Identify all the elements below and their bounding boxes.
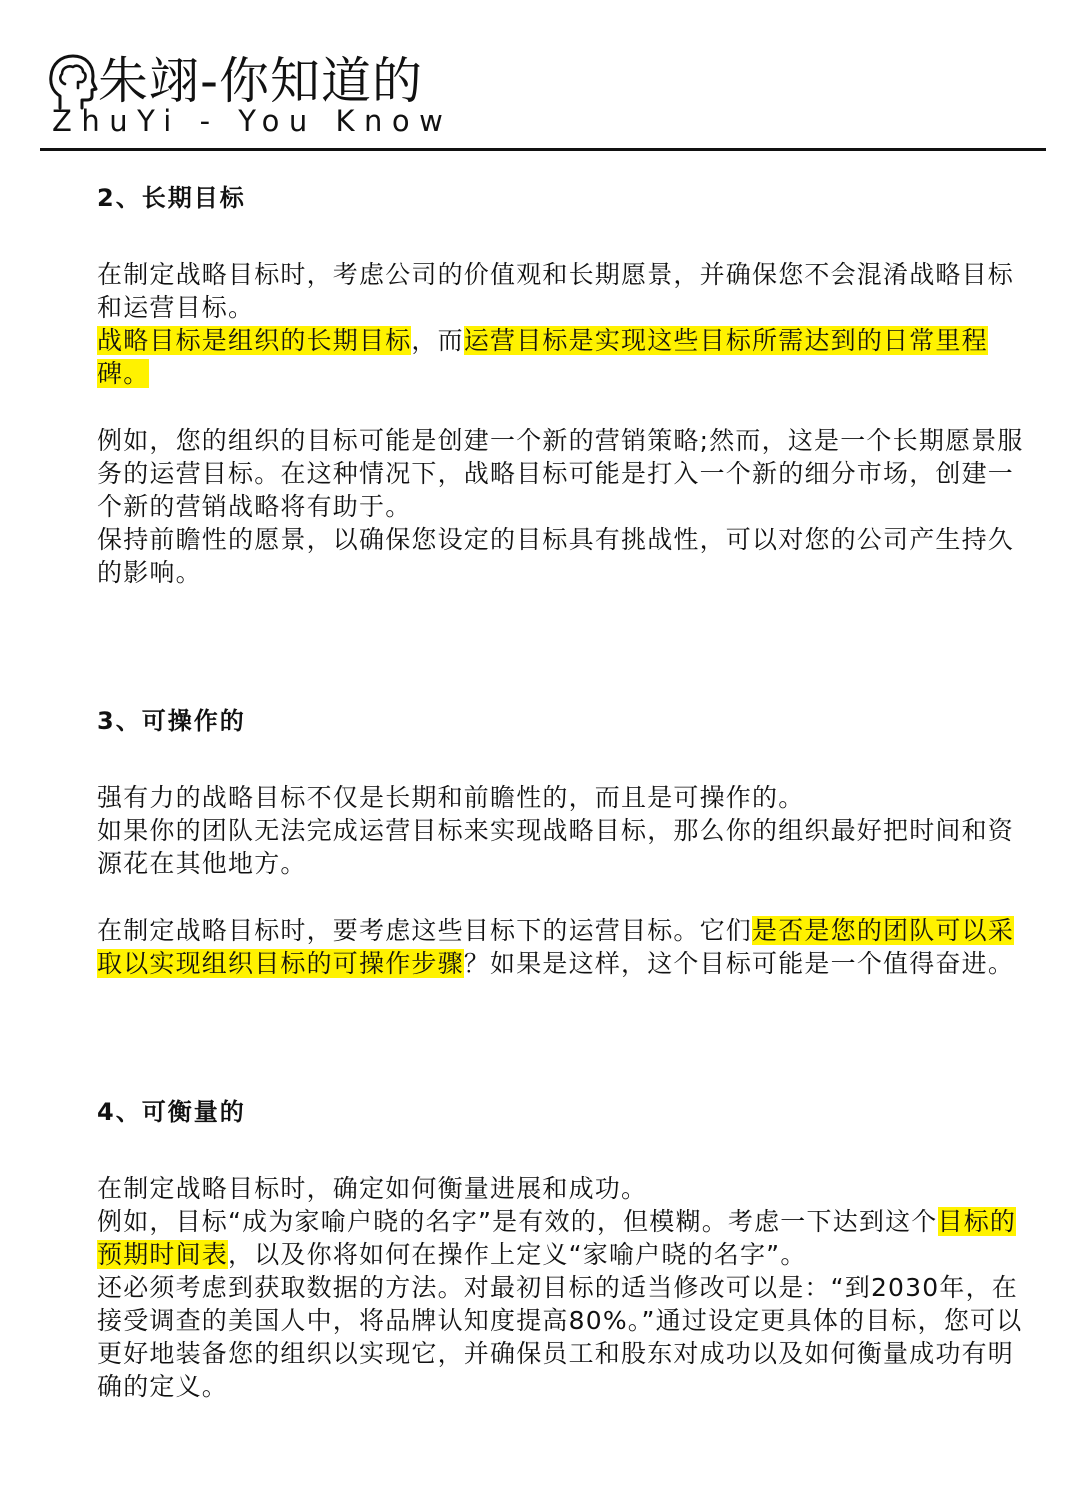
paragraph: 如果你的团队无法完成运营目标来实现战略目标，那么你的组织最好把时间和资源花在其他地方。 — [97, 816, 1015, 878]
paragraph-text: ，以及你将如何在操作上定义“家喻户晓的名字”。 — [228, 1240, 807, 1269]
brand-title: 朱翊-你知道的 — [98, 52, 424, 110]
paragraph: 还必须考虑到获取数据的方法。对最初目标的适当修改可以是：“到2030年，在接受调查的美国人中，将品牌认知度提高80%。”通过设定更具体的目标，您可以更好地装备您的组织以实现它，并确保员工和股东对成功以及如何衡量成功有明确的定义。 — [97, 1273, 1023, 1401]
brand-subtitle: ZhuYi - You Know — [52, 104, 453, 138]
paragraph — [97, 1205, 1027, 1271]
section-heading: 2、长期目标 — [97, 184, 246, 212]
highlighted-text: 运营目标是实现这些目标所需达到的日常里程碑。 — [97, 326, 988, 388]
highlighted-text: 是否是您的团队可以采取以实现组织目标的可操作步骤 — [97, 916, 1015, 978]
section-heading: 4、可衡量的 — [97, 1098, 246, 1126]
paragraph-text: 在制定战略目标时，要考虑这些目标下的运营目标。它们 — [97, 916, 753, 945]
paragraph-text: ？如果是这样，这个目标可能是一个值得奋进。 — [463, 949, 1015, 978]
paragraph: 在制定战略目标时，确定如何衡量进展和成功。 — [97, 1174, 648, 1203]
paragraph: 例如，您的组织的目标可能是创建一个新的营销策略;然而，这是一个长期愿景服务的运营目标。在这种情况下，战略目标可能是打入一个新的细分市场，创建一个新的营销战略将有助于。 — [97, 426, 1024, 521]
paragraph-text: 例如，目标“成为家喻户晓的名字”是有效的，但模糊。考虑一下达到这个 — [97, 1207, 938, 1236]
paragraph: 在制定战略目标时，考虑公司的价值观和长期愿景，并确保您不会混淆战略目标和运营目标。 — [97, 260, 1015, 322]
paragraph: 强有力的战略目标不仅是长期和前瞻性的，而且是可操作的。 — [97, 783, 805, 812]
highlighted-text: 目标的预期时间表 — [97, 1207, 1017, 1269]
paragraph-text: ，而 — [411, 326, 464, 355]
highlighted-text: 战略目标是组织的长期目标 — [97, 326, 412, 355]
paragraph: 保持前瞻性的愿景，以确保您设定的目标具有挑战性，可以对您的公司产生持久的影响。 — [97, 525, 1015, 587]
paragraph — [97, 324, 1027, 390]
section-heading: 3、可操作的 — [97, 707, 246, 735]
header — [42, 44, 1042, 154]
header-divider — [40, 148, 1046, 151]
article-body — [97, 178, 1027, 1403]
paragraph — [97, 914, 1027, 980]
